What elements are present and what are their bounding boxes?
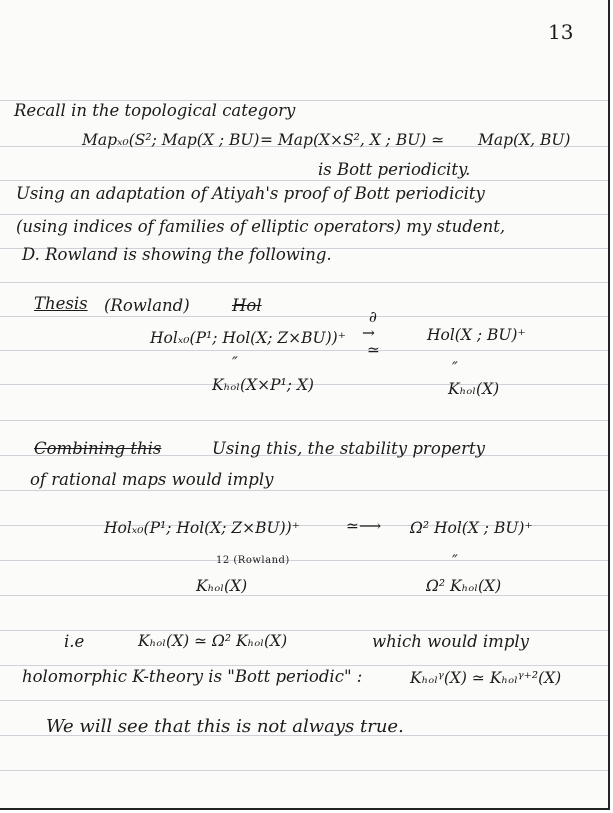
- ruled-line: [0, 316, 608, 317]
- equals-mark: ″: [232, 354, 238, 372]
- ruled-line: [0, 560, 608, 561]
- holomorphic-equation: Kₕₒₗᵞ(X) ≃ Kₕₒₗᵞ⁺²(X): [410, 669, 562, 687]
- holomorphic-line: holomorphic K-theory is "Bott periodic" :: [22, 667, 363, 686]
- ie-label: i.e: [64, 632, 85, 651]
- eq3-bottom-right: Ω² Kₕₒₗ(X): [426, 577, 502, 595]
- thesis-left: Holₓ₀(P¹; Hol(X; Z×BU))⁺: [150, 329, 346, 347]
- thesis-arrow-label: ∂: [369, 308, 378, 326]
- using-line-2: (using indices of families of elliptic operators) my student,: [16, 217, 506, 236]
- ie-tail: which would imply: [372, 632, 529, 651]
- eq1-right: Map(X, BU): [478, 131, 571, 149]
- using-this-line-2: of rational maps would imply: [30, 470, 274, 489]
- ruled-line: [0, 700, 608, 701]
- ruled-line: [0, 420, 608, 421]
- ruled-line: [0, 350, 608, 351]
- page-number: 13: [548, 20, 574, 44]
- k-left: Kₕₒₗ(X×P¹; X): [212, 376, 314, 394]
- thesis-scribble: Hol: [232, 296, 262, 315]
- recall-line: Recall in the topological category: [14, 101, 296, 120]
- thesis-arrow: →: [362, 324, 375, 342]
- eq1-middle: = Map(X×S², X ; BU) ≃: [260, 131, 445, 149]
- eq3-bottom-left: Kₕₒₗ(X): [196, 577, 248, 595]
- ie-equation: Kₕₒₗ(X) ≃ Ω² Kₕₒₗ(X): [138, 632, 288, 650]
- thesis-simeq: ≃: [367, 341, 380, 359]
- k-right: Kₕₒₗ(X): [448, 380, 500, 398]
- ruled-line: [0, 595, 608, 596]
- ruled-line: [0, 214, 608, 215]
- eq3-arrow: ≃⟶: [346, 517, 382, 535]
- eq1-left: Mapₓ₀(S²; Map(X ; BU): [82, 131, 260, 149]
- eq3-left: Holₓ₀(P¹; Hol(X; Z×BU))⁺: [104, 519, 300, 537]
- final-line: We will see that this is not always true.: [46, 716, 404, 737]
- ruled-line: [0, 770, 608, 771]
- rowland-note: 12 (Rowland): [216, 555, 290, 566]
- ruled-line: [0, 630, 608, 631]
- using-line-1: Using an adaptation of Atiyah's proof of Bott periodicity: [16, 184, 485, 203]
- thesis-label: Thesis: [34, 294, 88, 313]
- ruled-line: [0, 180, 608, 181]
- eq3-right: Ω² Hol(X ; BU)⁺: [410, 519, 533, 537]
- equals-mark: ″: [452, 552, 458, 570]
- thesis-right: Hol(X ; BU)⁺: [427, 326, 526, 344]
- using-line-3: D. Rowland is showing the following.: [22, 245, 332, 264]
- equals-mark: ″: [452, 359, 458, 377]
- using-this-line-1: Using this, the stability property: [212, 439, 485, 458]
- ruled-line: [0, 490, 608, 491]
- combining-strike: Combining this: [34, 439, 162, 458]
- ruled-line: [0, 665, 608, 666]
- ruled-line: [0, 282, 608, 283]
- thesis-author: (Rowland): [104, 296, 190, 315]
- eq1-note: is Bott periodicity.: [318, 160, 471, 179]
